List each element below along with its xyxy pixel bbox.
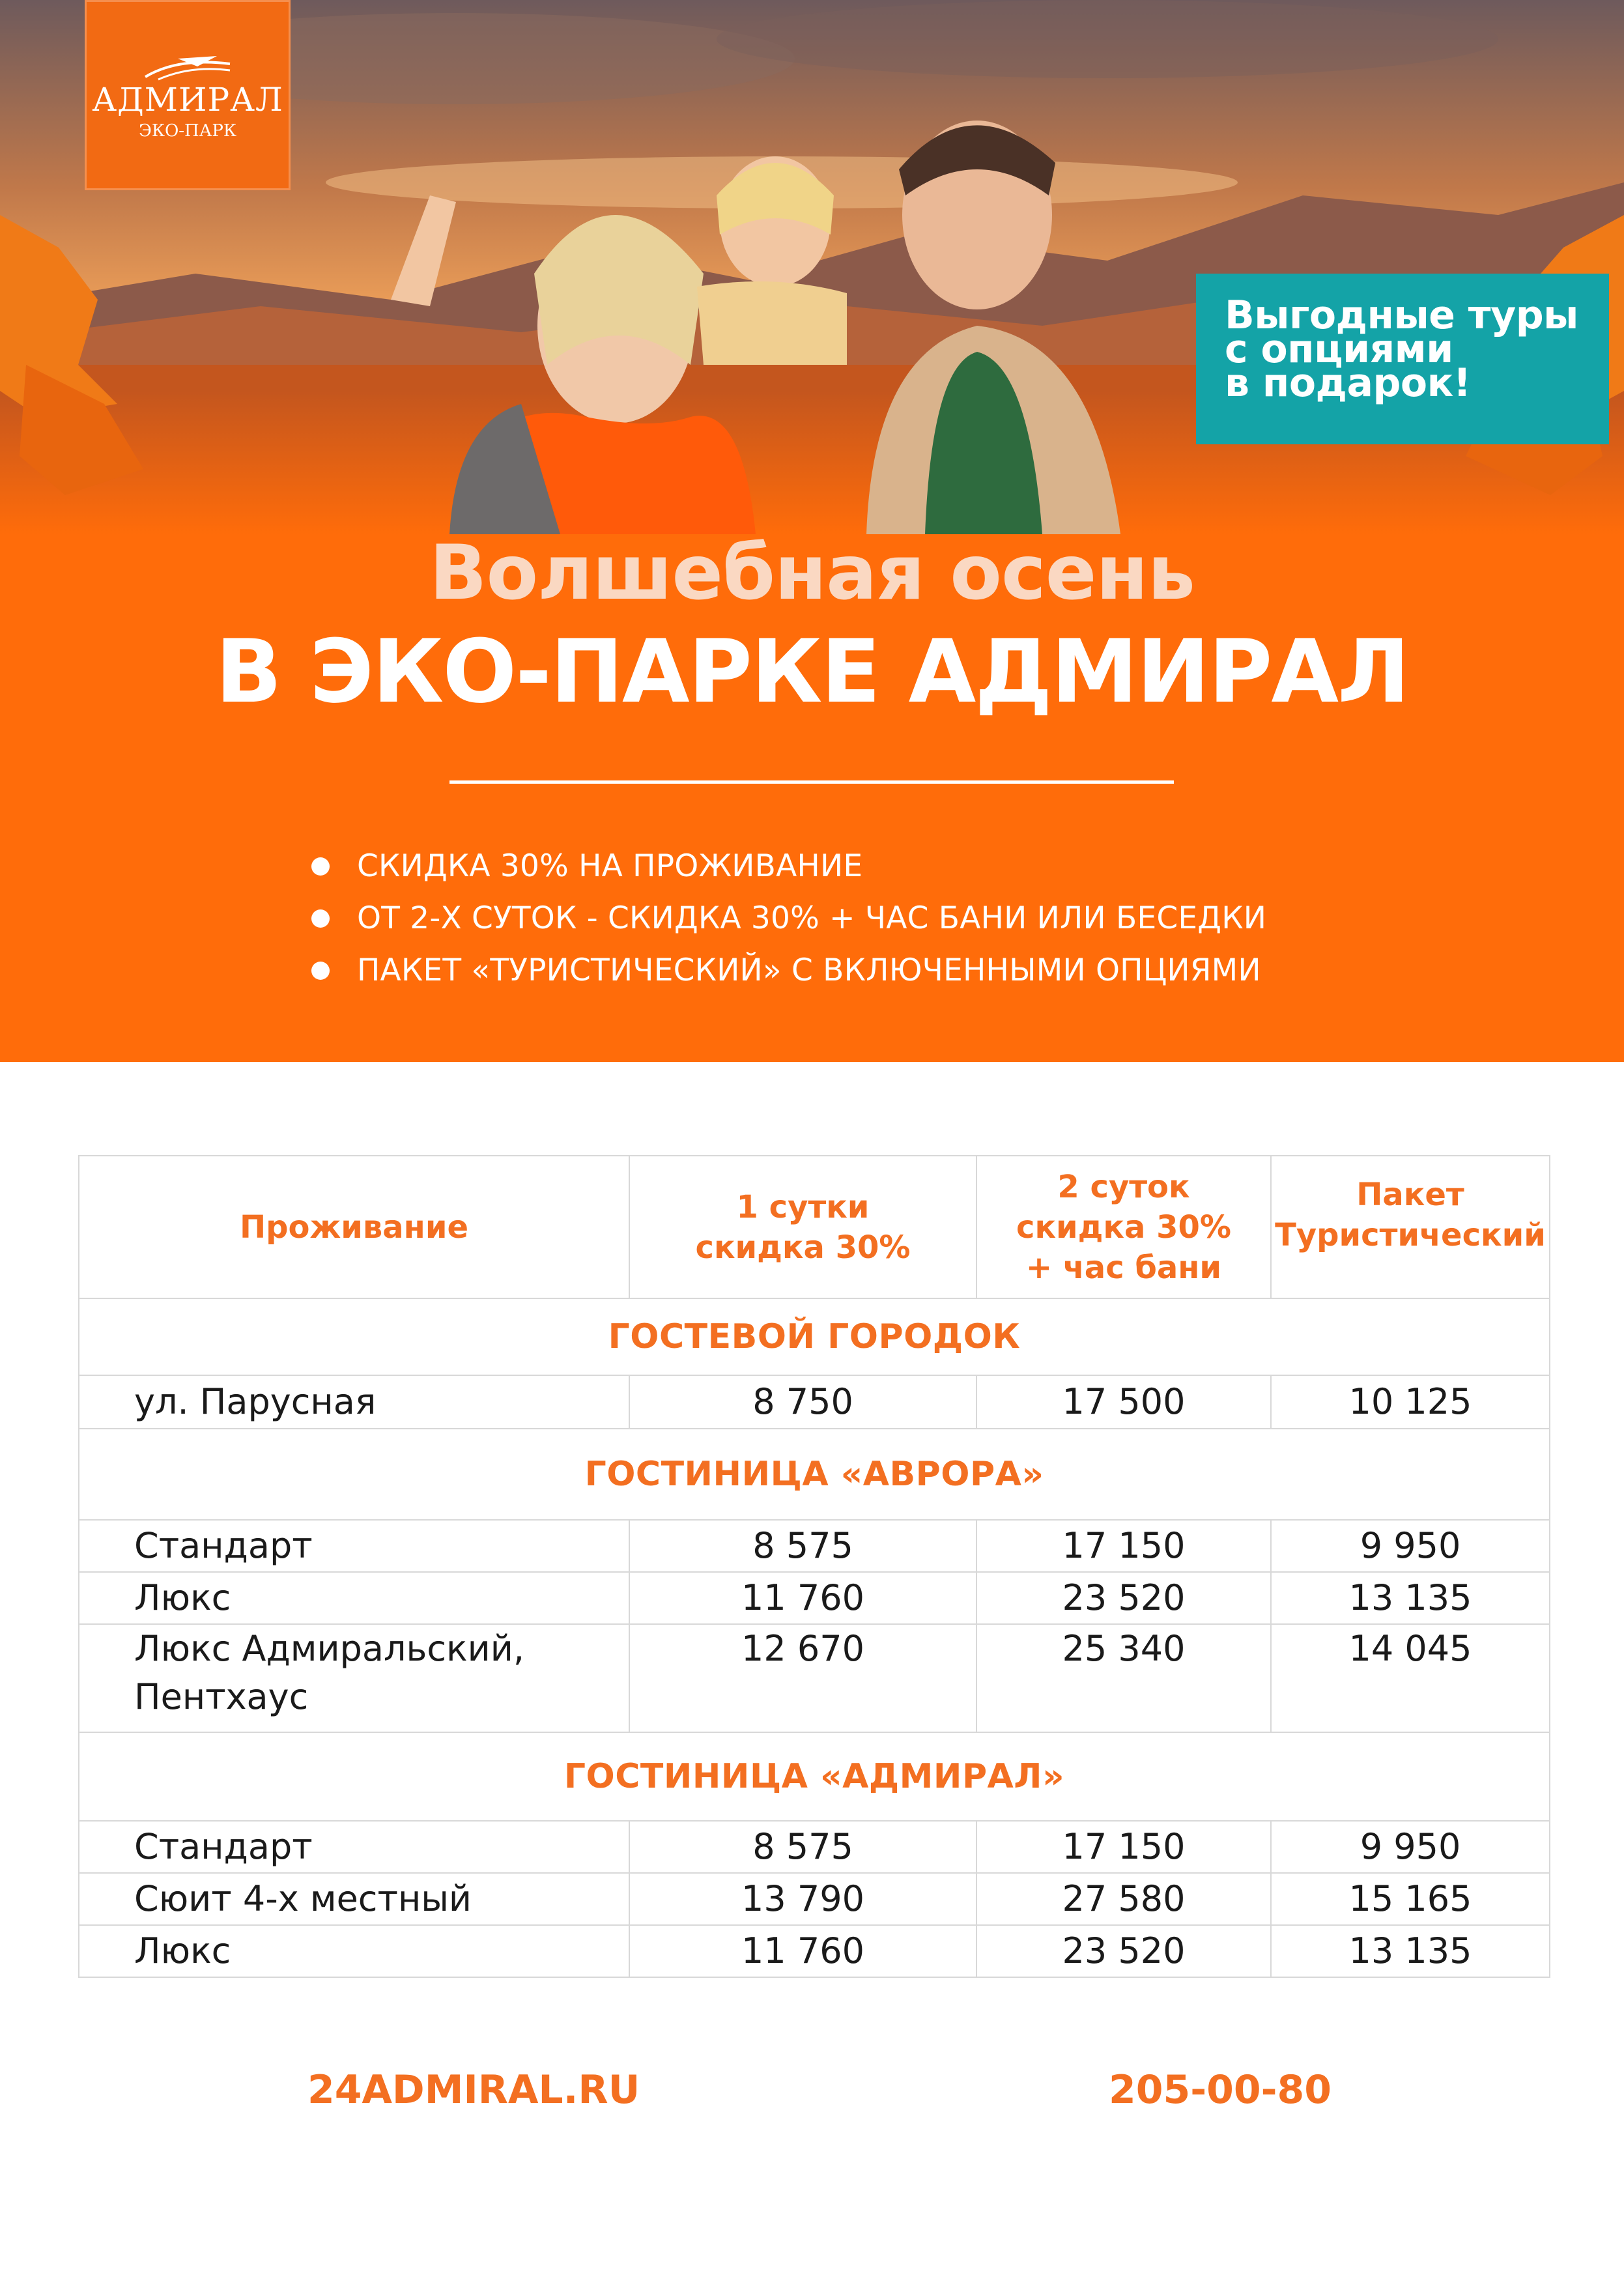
price-two-days: 17 150 (976, 1520, 1271, 1572)
room-name-text: Люкс Адмиральский, (134, 1628, 525, 1669)
room-name (79, 1520, 629, 1572)
bullet-dot-icon (311, 962, 330, 980)
price-package: 14 045 (1271, 1624, 1550, 1732)
table-row (79, 1624, 1550, 1732)
headline-subtitle: Волшебная осень (429, 529, 1195, 617)
room-name (79, 1572, 629, 1624)
header-label: + час бани (1025, 1249, 1222, 1286)
room-name (79, 1624, 629, 1732)
bullet-dot-icon (311, 909, 330, 928)
header-label: 1 сутки (736, 1188, 870, 1225)
group-row (79, 1298, 1550, 1375)
admiral-logo[interactable] (85, 0, 291, 190)
phone-number[interactable]: 205-00-80 (1109, 2067, 1332, 2113)
room-name-text: Стандарт (134, 1525, 313, 1566)
room-name-text: Люкс (134, 1930, 231, 1971)
price-package: 13 135 (1271, 1572, 1550, 1624)
offer-text: ОТ 2-Х СУТОК - СКИДКА 30% + ЧАС БАНИ ИЛИ БЕСЕДКИ (357, 900, 1267, 936)
price-one-day: 11 760 (629, 1925, 976, 1977)
wave-logo-icon (139, 51, 236, 83)
website-link[interactable]: 24ADMIRAL.RU (307, 2067, 640, 2113)
group-title: ГОСТИНИЦА «АДМИРАЛ» (79, 1732, 1550, 1821)
header-label: Туристический (1275, 1217, 1546, 1253)
header-one-day (629, 1156, 976, 1298)
table-row (79, 1375, 1550, 1429)
price-two-days: 23 520 (976, 1572, 1271, 1624)
price-package: 10 125 (1271, 1375, 1550, 1429)
group-title: ГОСТЕВОЙ ГОРОДОК (79, 1298, 1550, 1375)
room-name (79, 1873, 629, 1925)
table-row (79, 1925, 1550, 1977)
room-name (79, 1925, 629, 1977)
logo-subtitle: ЭКО-ПАРК (138, 121, 237, 141)
price-two-days: 17 500 (976, 1375, 1271, 1429)
room-name (79, 1375, 629, 1429)
promo-line: Выгодные туры (1225, 293, 1578, 338)
promo-line: с опциями (1225, 326, 1453, 372)
group-row (79, 1429, 1550, 1520)
price-two-days: 17 150 (976, 1821, 1271, 1873)
group-row (79, 1732, 1550, 1821)
price-two-days: 27 580 (976, 1873, 1271, 1925)
offer-text: СКИДКА 30% НА ПРОЖИВАНИЕ (357, 848, 863, 884)
room-name-text: Стандарт (134, 1826, 313, 1867)
headline-divider (449, 780, 1174, 784)
price-one-day: 8 575 (629, 1821, 976, 1873)
price-two-days: 25 340 (976, 1624, 1271, 1732)
price-two-days: 23 520 (976, 1925, 1271, 1977)
price-one-day: 13 790 (629, 1873, 976, 1925)
hero-banner (0, 0, 1624, 1062)
table-row (79, 1873, 1550, 1925)
header-label: скидка 30% (1016, 1208, 1231, 1246)
table-header-row (79, 1156, 1550, 1298)
room-name-text: Сюит 4-х местный (134, 1878, 472, 1919)
price-one-day: 8 575 (629, 1520, 976, 1572)
group-title: ГОСТИНИЦА «АВРОРА» (79, 1429, 1550, 1520)
header-package (1271, 1156, 1550, 1298)
headline-title: В ЭКО-ПАРКЕ АДМИРАЛ (215, 621, 1409, 722)
promo-badge (1196, 274, 1609, 444)
price-one-day: 8 750 (629, 1375, 976, 1429)
room-name-text: ул. Парусная (134, 1381, 377, 1422)
price-package: 9 950 (1271, 1821, 1550, 1873)
table-row (79, 1572, 1550, 1624)
room-name (79, 1821, 629, 1873)
header-label: Пакет (1356, 1177, 1464, 1213)
price-one-day: 11 760 (629, 1572, 976, 1624)
price-package: 13 135 (1271, 1925, 1550, 1977)
header-accommodation (79, 1156, 629, 1298)
header-two-days (976, 1156, 1271, 1298)
offer-item (311, 893, 1266, 945)
promo-line: в подарок! (1225, 360, 1471, 406)
offer-list (311, 840, 1266, 997)
header-label: 2 суток (1057, 1168, 1190, 1205)
table-row (79, 1821, 1550, 1873)
room-name-text: Пентхаус (134, 1676, 309, 1717)
table-row (79, 1520, 1550, 1572)
price-package: 9 950 (1271, 1520, 1550, 1572)
bullet-dot-icon (311, 857, 330, 876)
price-one-day: 12 670 (629, 1624, 976, 1732)
offer-item (311, 945, 1266, 997)
price-package: 15 165 (1271, 1873, 1550, 1925)
header-label: Проживание (239, 1208, 469, 1246)
header-label: скидка 30% (695, 1229, 911, 1266)
offer-text: ПАКЕТ «ТУРИСТИЧЕСКИЙ» С ВКЛЮЧЕННЫМИ ОПЦИЯМИ (357, 952, 1261, 988)
offer-item (311, 840, 1266, 893)
room-name-text: Люкс (134, 1577, 231, 1618)
price-table (78, 1155, 1550, 1978)
logo-name: АДМИРАЛ (92, 81, 283, 119)
